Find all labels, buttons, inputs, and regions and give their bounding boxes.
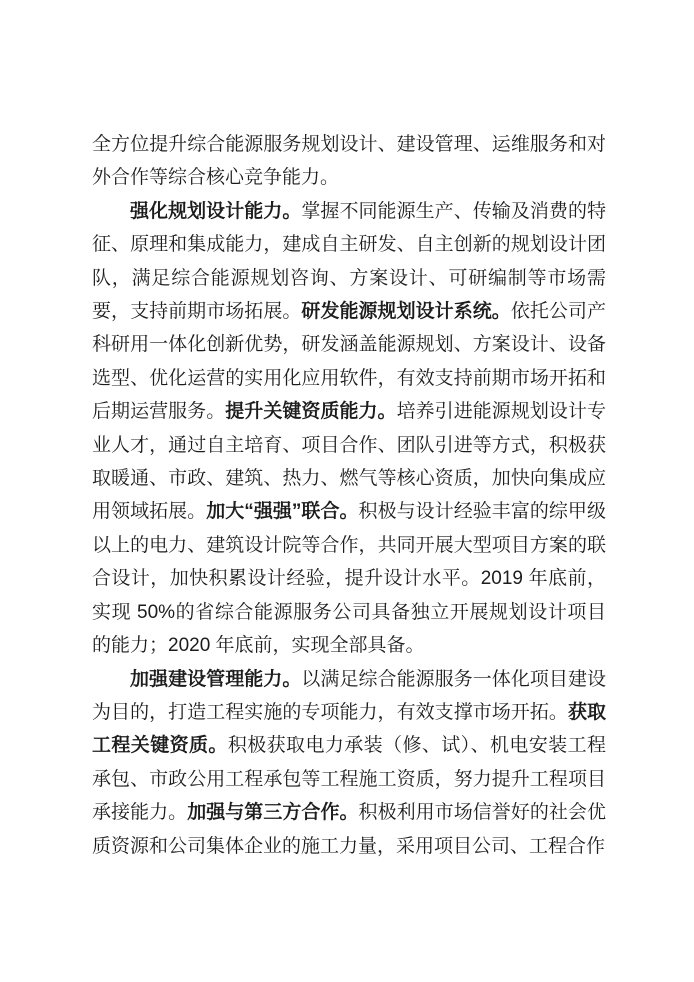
text-run: 掌握不同能源生产、传输及消费的特征、原理和集成能力，建成自主研发、自主创新的规划设计团队，满足综合能源规划咨询、方案设计、可研编制等市场需要，支持前期市场拓展。: [92, 200, 606, 323]
bold-run: 加强建设管理能力。: [130, 668, 302, 690]
bold-run: 研发能源规划设计系统。: [301, 301, 511, 323]
paragraph: [92, 663, 606, 863]
bold-run: 提升关键资质能力。: [225, 401, 397, 423]
paragraph: [92, 128, 606, 195]
document-body: [92, 128, 606, 863]
paragraph: [92, 195, 606, 663]
text-run: 培养引进能源规划设计专业人才，通过自主培育、项目合作、团队引进等方式，积极获取暖通、市政、建筑、热力、燃气等核心资质，加快向集成应用领域拓展。: [92, 401, 606, 523]
text-run: 积极获取电力承装（修、试）、机电安装工程承包、市政公用工程承包等工程施工资质，努力提升工程项目承接能力。: [92, 735, 606, 824]
text-run: 积极与设计经验丰富的综甲级以上的电力、建筑设计院等合作，共同开展大型项目方案的联合设计，加快积累设计经验，提升设计水平。2019 年底前，实现 50%的省综合能源服务公司具备独立开展规划设计项目的能力；2020 年底前，实现全部具备。: [92, 501, 606, 657]
text-run: 积极利用市场信誉好的社会优质资源和公司集体企业的施工力量，采用项目公司、工程合作: [92, 802, 606, 857]
text-run: 全方位提升综合能源服务规划设计、建设管理、运维服务和对外合作等综合核心竞争能力。: [92, 134, 606, 189]
bold-run: 强化规划设计能力。: [130, 200, 302, 222]
bold-run: 加强与第三方合作。: [187, 802, 359, 824]
bold-run: 获取工程关键资质。: [92, 701, 606, 757]
text-run: 以满足综合能源服务一体化项目建设为目的，打造工程实施的专项能力，有效支撑市场开拓。: [92, 668, 606, 723]
bold-run: 加大“强强”联合。: [206, 501, 359, 523]
text-run: 依托公司产科研用一体化创新优势，研发涵盖能源规划、方案设计、设备选型、优化运营的实用化应用软件，有效支持前期市场开拓和后期运营服务。: [92, 301, 606, 423]
